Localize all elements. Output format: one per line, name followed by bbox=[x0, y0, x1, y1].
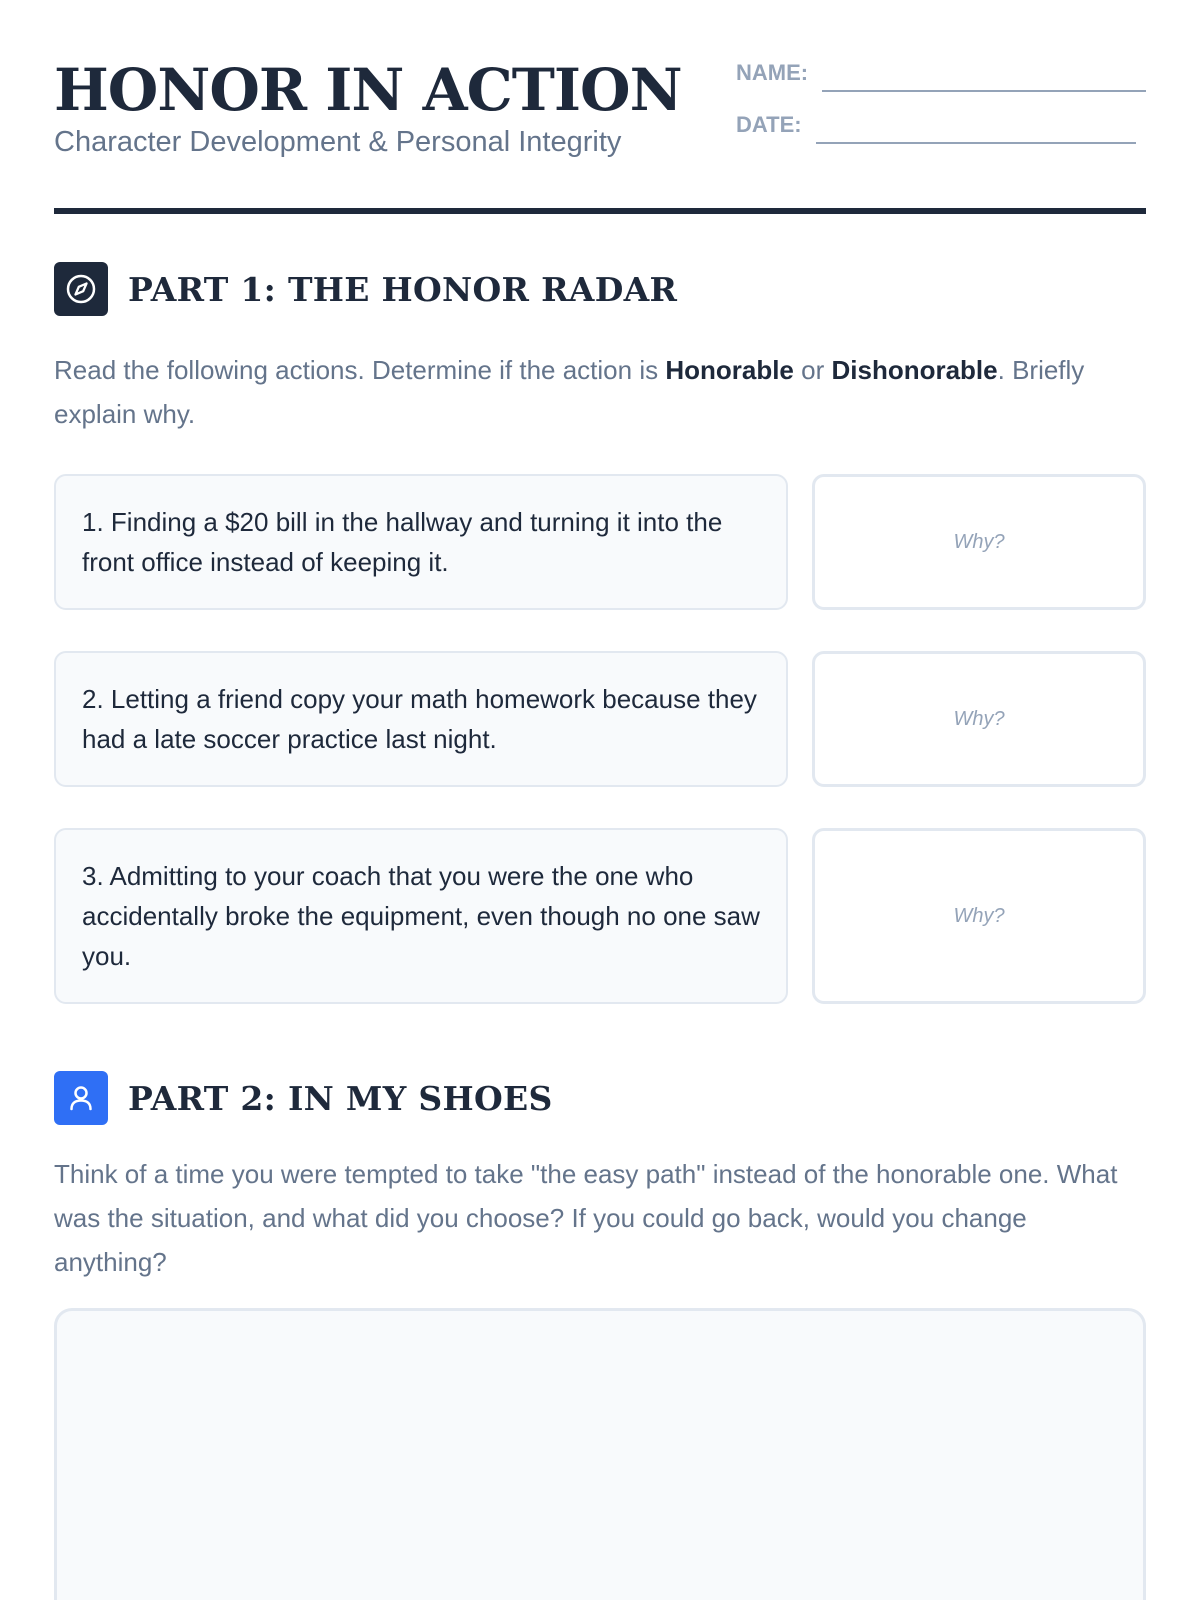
scenario-row bbox=[54, 651, 1146, 787]
date-input-line[interactable] bbox=[816, 108, 1136, 144]
why-answer-box[interactable]: Why? bbox=[812, 828, 1146, 1004]
page-subtitle: Character Development & Personal Integrity bbox=[54, 126, 622, 158]
part1-title: PART 1: THE HONOR RADAR bbox=[128, 269, 678, 309]
page-title: HONOR IN ACTION bbox=[54, 56, 682, 124]
instructions-text: Read the following actions. Determine if the action is bbox=[54, 355, 666, 385]
scenario-card: 2. Letting a friend copy your math homework because they had a late soccer practice last night. bbox=[54, 651, 788, 787]
date-label: DATE: bbox=[736, 112, 802, 137]
part2-title: PART 2: IN MY SHOES bbox=[128, 1078, 553, 1118]
user-icon bbox=[54, 1071, 108, 1125]
reflection-response-area[interactable] bbox=[54, 1308, 1146, 1600]
compass-icon bbox=[54, 262, 108, 316]
scenario-row bbox=[54, 474, 1146, 610]
scenario-card: 3. Admitting to your coach that you were the one who accidentally broke the equipment, even though no one saw you. bbox=[54, 828, 788, 1004]
instructions-text: . Briefly explain why. bbox=[54, 355, 1085, 429]
instructions-text: or bbox=[793, 355, 832, 385]
student-info-fields bbox=[736, 56, 1146, 160]
scenario-row bbox=[54, 828, 1146, 1004]
dishonorable-term: Dishonorable bbox=[831, 355, 998, 385]
part1-heading bbox=[54, 262, 1146, 316]
part2-instructions: Think of a time you were tempted to take "the easy path" instead of the honorable one. What was the situation, and what did you choose? If you could go back, would you change anything? bbox=[54, 1159, 1118, 1277]
part2-heading bbox=[54, 1071, 1146, 1125]
name-label: NAME: bbox=[736, 60, 809, 85]
name-field bbox=[736, 56, 1146, 108]
honorable-term: Honorable bbox=[665, 355, 794, 385]
part1-instructions bbox=[54, 348, 1146, 436]
date-field bbox=[736, 108, 1146, 160]
scenario-card: 1. Finding a $20 bill in the hallway and turning it into the front office instead of keeping it. bbox=[54, 474, 788, 610]
header-divider bbox=[54, 208, 1146, 214]
worksheet-header bbox=[54, 56, 1146, 216]
name-input-line[interactable] bbox=[822, 56, 1146, 92]
why-answer-box[interactable]: Why? bbox=[812, 474, 1146, 610]
why-answer-box[interactable]: Why? bbox=[812, 651, 1146, 787]
